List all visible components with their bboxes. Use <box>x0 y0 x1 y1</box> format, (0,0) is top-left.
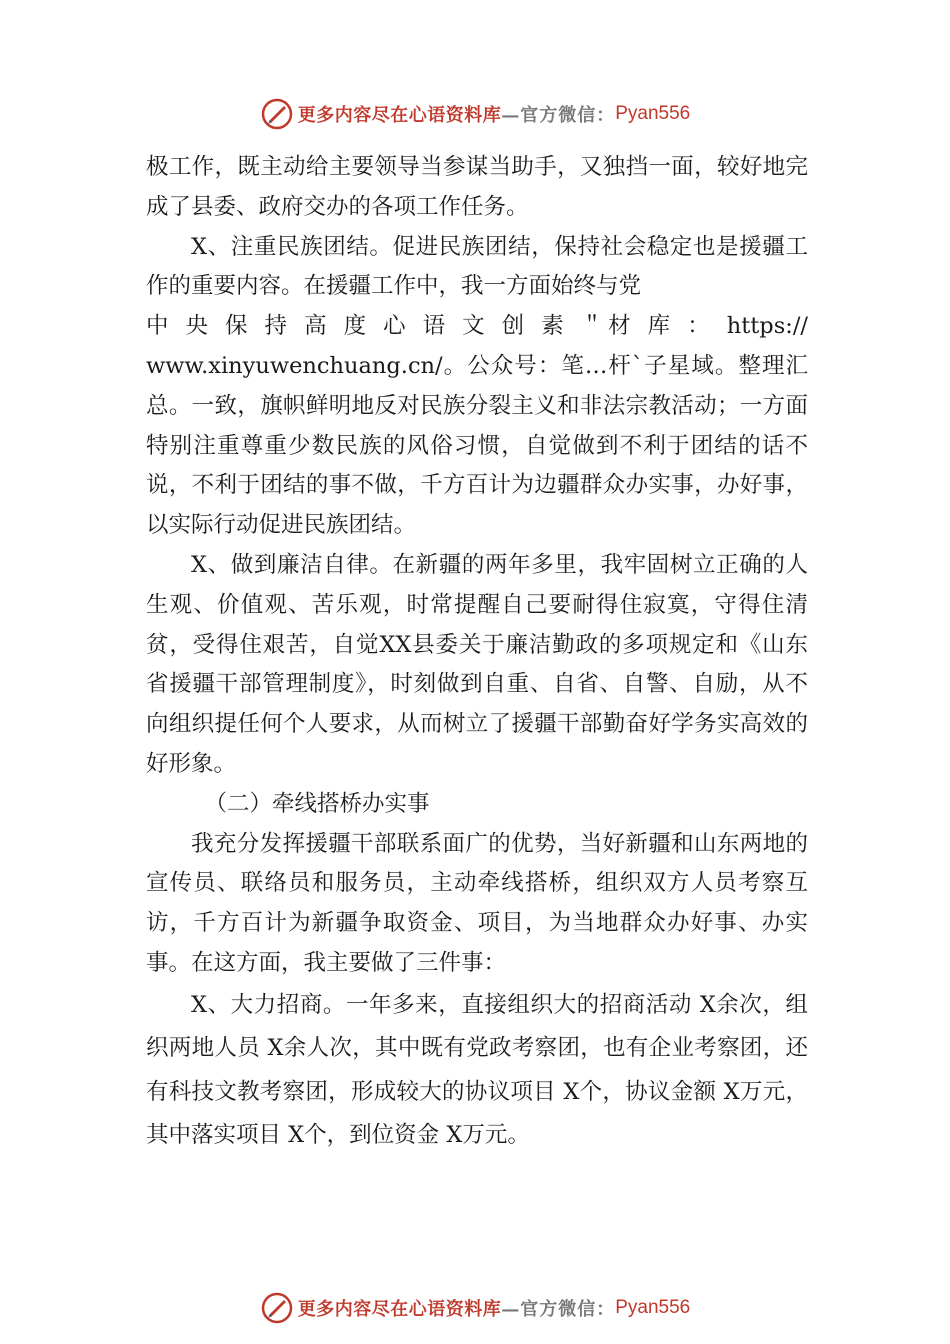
footer-wechat-handle: Pyan556 <box>615 1297 691 1318</box>
pen-seal-icon <box>260 97 294 131</box>
paragraph-2b <box>146 307 808 347</box>
footer-label-gray: —官方微信： <box>501 1299 616 1320</box>
footer-banner <box>0 1288 950 1328</box>
document-body <box>146 148 808 1158</box>
header-wechat-handle: Pyan556 <box>615 103 691 124</box>
paragraph-2c: www.xinyuwenchuang.cn/。公众号：笔…杆`子星域。整理汇总。一致，旗帜鲜明地反对民族分裂主义和非法宗教活动；一方面特别注重尊重少数民族的风俗习惯，自觉做到不利于团结的话不说，不利于团结的事不做，千方百计为边疆群众办实事，办好事，以实际行动促进民族团结。 <box>146 352 808 539</box>
paragraph-2b-text: 中 央 保 持 高 度 心 语 文 创 素 ＂材 库 ： https:// <box>146 313 808 340</box>
header-banner <box>0 94 950 134</box>
paragraph-2a: X、注重民族团结。促进民族团结，保持社会稳定也是援疆工作的重要内容。在援疆工作中，我一方面始终与党 <box>146 233 808 300</box>
paragraph-5: X、大力招商。一年多来，直接组织大的招商活动 X余次，组织两地人员 X余人次，其中既有党政考察团，也有企业考察团，还有科技文教考察团，形成较大的协议项目 X个，协议金额 X万元，其中落实项目 X个，到位资金 X万元。 <box>146 991 808 1149</box>
section-heading: （二）牵线搭桥办实事 <box>204 790 430 817</box>
header-label-gray: —官方微信： <box>501 105 616 126</box>
paragraph-1: 极工作，既主动给主要领导当参谋当助手，又独挡一面，较好地完成了县委、政府交办的各项工作任务。 <box>146 154 808 220</box>
footer-label-red: 更多内容尽在心语资料库 <box>297 1299 502 1320</box>
paragraph-3: X、做到廉洁自律。在新疆的两年多里，我牢固树立正确的人生观、价值观、苦乐观，时常提醒自己要耐得住寂寞，守得住清贫，受得住艰苦，自觉XX县委关于廉洁勤政的多项规定和《山东省援疆干部管理制度》，时刻做到自重、自省、自警、自励，从不向组织提任何个人要求，从而树立了援疆干部勤奋好学务实高效的好形象。 <box>146 551 808 777</box>
header-label-red: 更多内容尽在心语资料库 <box>297 105 502 126</box>
pen-seal-icon <box>260 1291 294 1325</box>
paragraph-4: 我充分发挥援疆干部联系面广的优势，当好新疆和山东两地的宣传员、联络员和服务员，主动牵线搭桥，组织双方人员考察互访，千方百计为新疆争取资金、项目，为当地群众办好事、办实事。在这方面，我主要做了三件事： <box>146 830 808 976</box>
